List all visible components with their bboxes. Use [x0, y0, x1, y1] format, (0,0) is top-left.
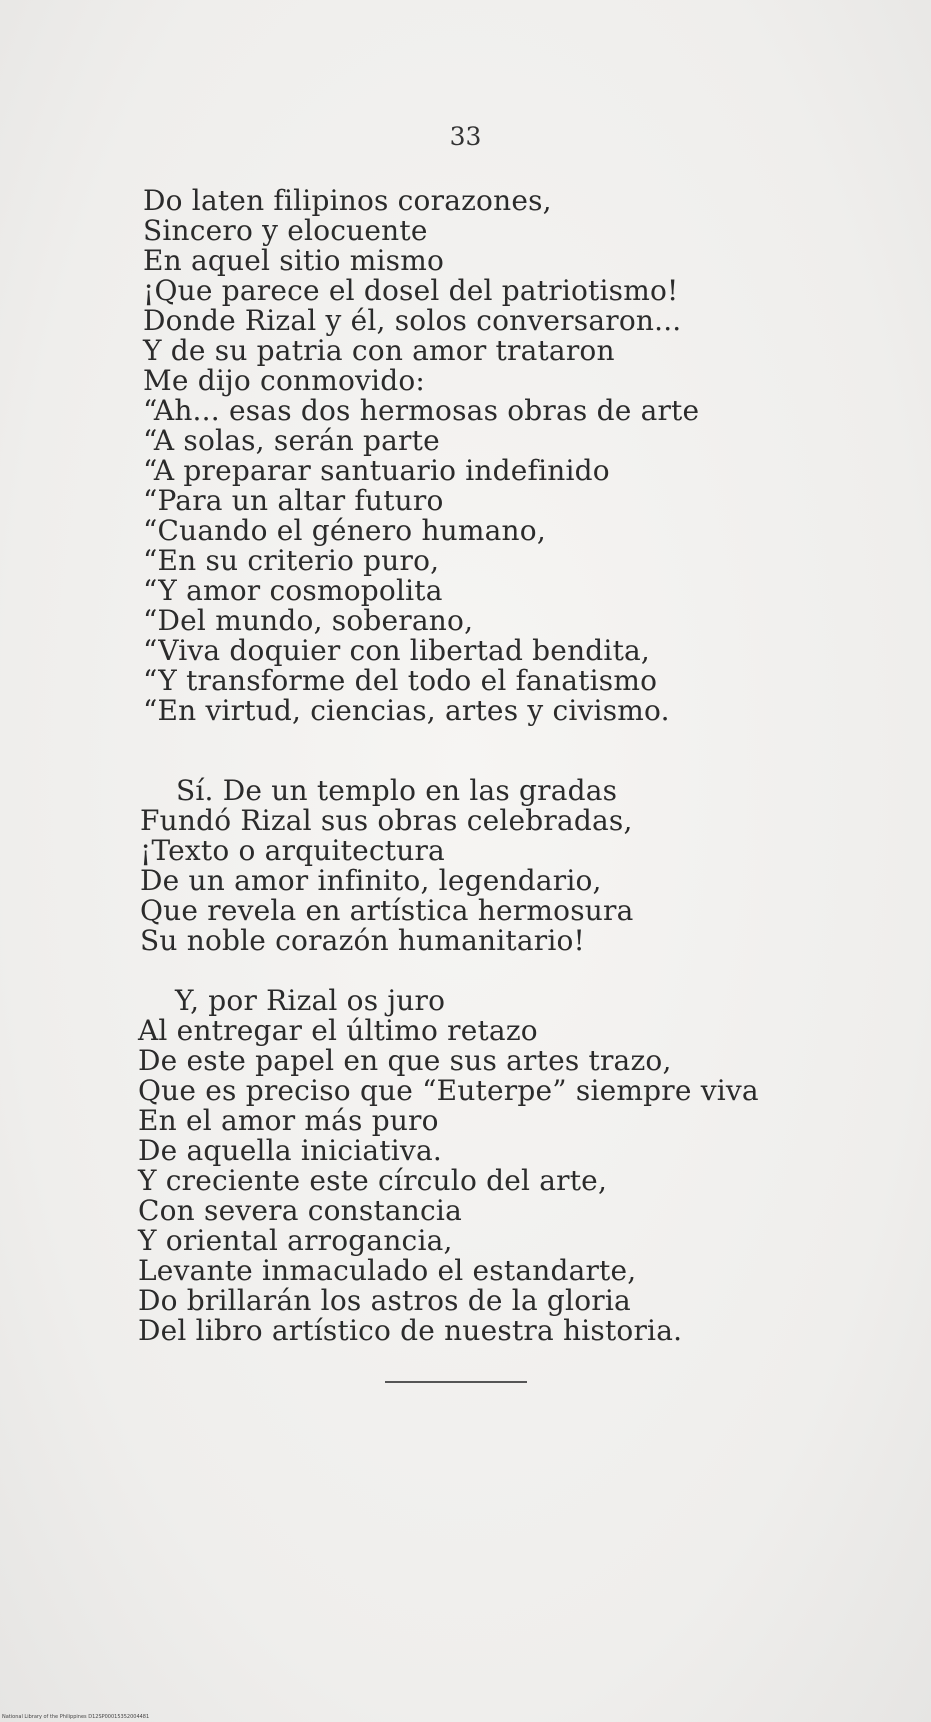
poem-line: “Ah... esas dos hermosas obras de arte — [143, 394, 700, 427]
poem-line: Y, por Rizal os juro — [175, 984, 446, 1017]
poem-line: “Y amor cosmopolita — [143, 574, 443, 607]
poem-line: De este papel en que sus artes trazo, — [138, 1044, 672, 1077]
poem-line: “Del mundo, soberano, — [143, 604, 474, 637]
poem-line: Fundó Rizal sus obras celebradas, — [140, 804, 633, 837]
poem-line: En el amor más puro — [138, 1104, 439, 1137]
poem-line: “Y transforme del todo el fanatismo — [143, 664, 658, 697]
poem-line: “A solas, serán parte — [143, 424, 440, 457]
poem-line: Que revela en artística hermosura — [140, 894, 634, 927]
poem-line: Sincero y elocuente — [143, 214, 428, 247]
poem-line: “Para un altar futuro — [143, 484, 444, 517]
poem-line: Y de su patria con amor trataron — [143, 334, 615, 367]
poem-line: Y creciente este círculo del arte, — [138, 1164, 608, 1197]
poem-line: “Viva doquier con libertad bendita, — [143, 634, 651, 667]
footer-credit: National Library of the Philippines D12SP00015352004481 — [2, 1714, 150, 1720]
poem-line: Sí. De un templo en las gradas — [176, 774, 618, 807]
poem-line: Y oriental arrogancia, — [138, 1224, 453, 1257]
poem-line: Me dijo conmovido: — [143, 364, 426, 397]
poem-line: En aquel sitio mismo — [143, 244, 445, 277]
poem-line: Levante inmaculado el estandarte, — [138, 1254, 637, 1287]
poem-line: “Cuando el género humano, — [143, 514, 546, 547]
poem-line: ¡Que parece el dosel del patriotismo! — [143, 274, 679, 307]
poem-line: De aquella iniciativa. — [138, 1134, 442, 1167]
poem-line: Con severa constancia — [138, 1194, 462, 1227]
poem-line: Donde Rizal y él, solos conversaron... — [143, 304, 682, 337]
poem-line: Do brillarán los astros de la gloria — [138, 1284, 631, 1317]
poem-line: Al entregar el último retazo — [138, 1014, 538, 1047]
poem-line: Que es preciso que “Euterpe” siempre viva — [138, 1074, 759, 1107]
poem-line: Su noble corazón humanitario! — [140, 924, 586, 957]
poem-line: Del libro artístico de nuestra historia. — [138, 1314, 683, 1347]
poem-line: “A preparar santuario indefinido — [143, 454, 610, 487]
poem-line: “En virtud, ciencias, artes y civismo. — [143, 694, 670, 727]
poem-line: ¡Texto o arquitectura — [140, 834, 445, 867]
poem-line: Do laten filipinos corazones, — [143, 184, 552, 217]
poem-line: “En su criterio puro, — [143, 544, 440, 577]
page-number: 33 — [449, 122, 482, 151]
end-rule — [385, 1381, 527, 1383]
poem-line: De un amor infinito, legendario, — [140, 864, 602, 897]
